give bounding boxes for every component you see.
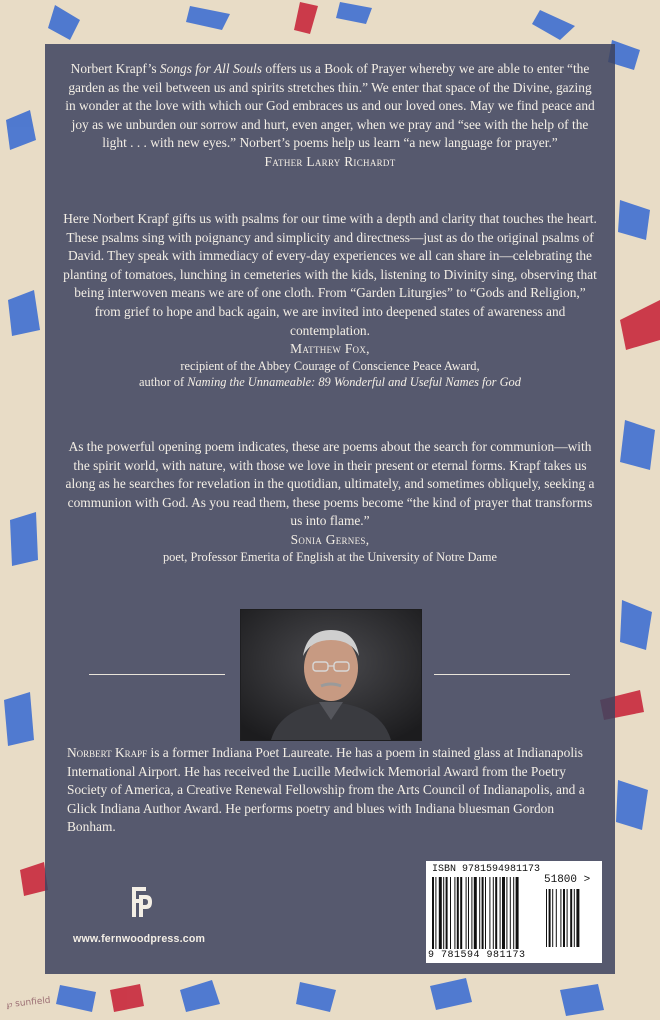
blurb-richardt bbox=[63, 60, 597, 171]
credential: recipient of the Abbey Courage of Conscience Peace Award, bbox=[180, 359, 480, 374]
isbn-label: ISBN 9781594981173 bbox=[432, 864, 541, 875]
back-cover-panel bbox=[45, 44, 615, 974]
book-title: Songs for All Souls bbox=[159, 61, 262, 76]
credential: poet, Professor Emerita of English at the University of Notre Dame bbox=[162, 549, 498, 564]
publisher-logo-icon bbox=[130, 885, 154, 919]
bio-text: is a former Indiana Poet Laureate. He has a poem in stained glass at Indianapolis International Airport. He has received the Lucille Medwick Memorial Award from the Poetry Society of America, a Creative Renewal Fellowship from the Arts Council of Indianapolis, and a Glick Indiana Author Award. He performs poetry and blues with Indiana bluesman Gordon Bonham. bbox=[67, 745, 585, 835]
signature-mark: ℘ sunfield bbox=[5, 995, 52, 1011]
barcode-digits: 9 781594 981173 bbox=[428, 950, 526, 961]
price-code: 51800 > bbox=[544, 874, 591, 886]
isbn-barcode bbox=[426, 861, 602, 963]
attribution: Father Larry Richardt bbox=[264, 153, 396, 169]
attribution: Matthew Fox, bbox=[290, 341, 370, 357]
barcode-bars bbox=[426, 861, 602, 963]
author-name: Norbert Krapf bbox=[67, 745, 148, 760]
divider-right bbox=[434, 674, 570, 675]
author-bio bbox=[67, 744, 597, 837]
attribution: Sonia Gernes, bbox=[290, 531, 370, 547]
divider-left bbox=[89, 674, 225, 675]
blurb-fox bbox=[63, 210, 597, 390]
blurb-text: As the powerful opening poem indicates, these are poems about the search for communion—with the spirit world, with nature, with those we love in their present or eternal forms. Krapf takes us along as he searches for revelation in the quotidian, ultimately, and sometimes obliquely, seeking a communion with God. As you read them, these poems become “the kind of prayer that transforms us into flame.” bbox=[65, 439, 595, 529]
credential: author of Naming the Unnameable: 89 Wonderful and Useful Names for God bbox=[139, 375, 521, 390]
blurb-gernes bbox=[63, 438, 597, 565]
blurb-text: Norbert Krapf’s Songs for All Souls offers us a Book of Prayer whereby we are able to enter “the garden as the veil between us and spirits stretches thin.” We enter that space of the Divine, gazing in wonder at the love with which our God embraces us and our loved ones. May we find peace and joy as we unburden our sorrow and hurt, even anger, when we pray and “see with the help of the light . . . with new eyes.” Norbert’s poems help us learn “a new language for prayer.” bbox=[65, 61, 595, 151]
author-photo bbox=[240, 609, 422, 741]
blurb-text: Here Norbert Krapf gifts us with psalms for our time with a depth and clarity that touches the heart. These psalms sing with poignancy and simplicity and directness—just as do the original psalms of David. They speak with immediacy of every-day experiences we all can share in—celebrating the planting of tomatoes, lunching in cemeteries with the kids, listening to Divinity sing, observing that being interwoven means we are of one cloth. From “Garden Liturgies” to “Gods and Religion,” from grief to hope and back again, we are invited into deepened states of awareness and contemplation. bbox=[63, 211, 597, 338]
publisher-website[interactable]: www.fernwoodpress.com bbox=[73, 933, 206, 945]
